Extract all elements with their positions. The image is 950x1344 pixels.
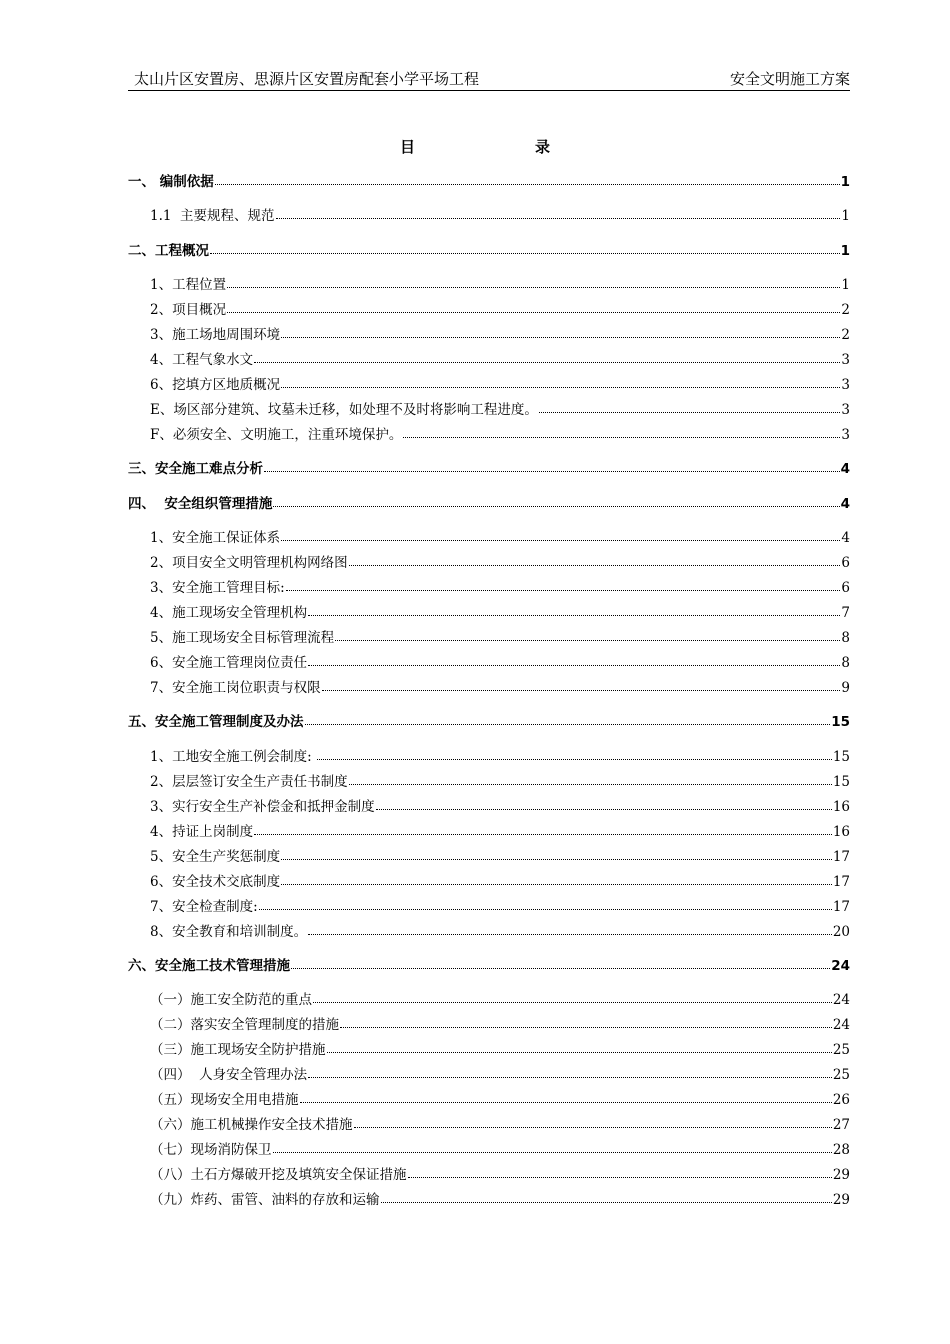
toc-section-entry[interactable] [128,170,850,190]
toc-entry-page-number: 27 [832,1117,850,1133]
toc-dot-leader [264,470,840,472]
toc-subsection-entry[interactable] [128,323,850,343]
toc-dot-leader [215,183,840,185]
toc-entry-page-number: 3 [841,427,850,443]
toc-entry-page-number: 25 [832,1042,850,1058]
toc-entry-page-number: 4 [841,530,850,546]
toc-dot-leader [354,1126,832,1128]
toc-entry-page-number: 29 [832,1192,850,1208]
toc-subsection-entry[interactable] [128,626,850,646]
toc-subsection-entry[interactable] [128,1013,850,1033]
toc-section-entry[interactable] [128,457,850,477]
toc-entry-label: 五、安全施工管理制度及办法 [128,714,304,730]
toc-subsection-entry[interactable] [128,204,850,224]
toc-dot-leader [539,411,841,413]
toc-dot-leader [273,505,839,507]
toc-dot-leader [317,758,832,760]
toc-dot-leader [322,689,841,691]
toc-entry-label: 3、安全施工管理目标: [150,580,285,596]
toc-subsection-entry[interactable] [128,298,850,318]
toc-entry-label: F、必须安全、文明施工，注重环境保护。 [150,427,403,443]
toc-entry-page-number: 1 [840,243,850,259]
toc-entry-page-number: 15 [832,749,850,765]
toc-entry-label: 二、工程概况 [128,243,209,259]
toc-subsection-entry[interactable] [128,745,850,765]
toc-entry-label: 7、安全施工岗位职责与权限 [150,680,321,696]
toc-entry-label: 4、持证上岗制度 [150,824,254,840]
toc-subsection-entry[interactable] [128,526,850,546]
toc-heading [0,136,950,157]
toc-dot-leader [403,436,840,438]
toc-entry-label: 2、项目概况 [150,302,227,318]
toc-entry-label: E、场区部分建筑、坟墓未迁移，如处理不及时将影响工程进度。 [150,402,538,418]
toc-subsection-entry[interactable] [128,1188,850,1208]
toc-dot-leader [308,664,840,666]
toc-dot-leader [349,564,841,566]
toc-entry-label: （八）土石方爆破开挖及填筑安全保证措施 [150,1167,407,1183]
toc-entry-page-number: 6 [841,580,850,596]
toc-entry-label: （二）落实安全管理制度的措施 [150,1017,339,1033]
toc-dot-leader [300,1101,832,1103]
toc-entry-label: 6、安全技术交底制度 [150,874,281,890]
toc-entry-page-number: 28 [832,1142,850,1158]
toc-entry-label: 2、项目安全文明管理机构网络图 [150,555,348,571]
toc-entry-page-number: 8 [841,630,850,646]
toc-entry-label: 3、实行安全生产补偿金和抵押金制度 [150,799,375,815]
toc-entry-label: 6、安全施工管理岗位责任 [150,655,308,671]
toc-dot-leader [227,286,840,288]
toc-dot-leader [281,858,832,860]
toc-entry-label: （一）施工安全防范的重点 [150,992,312,1008]
toc-entry-page-number: 20 [832,924,850,940]
toc-subsection-entry[interactable] [128,1038,850,1058]
toc-entry-label: 六、安全施工技术管理措施 [128,958,290,974]
toc-section-entry[interactable] [128,710,850,730]
toc-entry-page-number: 4 [840,496,850,512]
toc-entry-label: 3、施工场地周围环境 [150,327,281,343]
toc-dot-leader [308,614,840,616]
toc-entry-label: 2、层层签订安全生产责任书制度 [150,774,348,790]
toc-entry-label: 三、安全施工难点分析 [128,461,263,477]
toc-dot-leader [273,1151,832,1153]
toc-dot-leader [281,539,840,541]
toc-subsection-entry[interactable] [128,820,850,840]
toc-section-entry[interactable] [128,954,850,974]
toc-entry-page-number: 3 [841,352,850,368]
toc-subsection-entry[interactable] [128,651,850,671]
toc-dot-leader [305,723,831,725]
toc-subsection-entry[interactable] [128,1113,850,1133]
toc-entry-page-number: 6 [841,555,850,571]
toc-entry-label: 1、工地安全施工例会制度: [150,749,316,765]
toc-dot-leader [340,1026,832,1028]
toc-subsection-entry[interactable] [128,676,850,696]
toc-subsection-entry[interactable] [128,870,850,890]
toc-entry-page-number: 7 [841,605,850,621]
toc-entry-label: （六）施工机械操作安全技术措施 [150,1117,353,1133]
toc-dot-leader [227,311,840,313]
toc-dot-leader [281,336,840,338]
toc-entry-label: 4、施工现场安全管理机构 [150,605,308,621]
toc-section-entry[interactable] [128,492,850,512]
toc-entry-label: 5、施工现场安全目标管理流程 [150,630,335,646]
toc-dot-leader [335,639,840,641]
toc-entry-label: （三）施工现场安全防护措施 [150,1042,326,1058]
toc-entry-page-number: 24 [832,1017,850,1033]
toc-dot-leader [376,808,832,810]
toc-dot-leader [276,217,841,219]
toc-entry-label: 一、 编制依据 [128,174,214,190]
toc-dot-leader [281,883,832,885]
toc-subsection-entry[interactable] [128,1138,850,1158]
toc-entry-page-number: 8 [841,655,850,671]
toc-entry-page-number: 3 [841,402,850,418]
toc-subsection-entry[interactable] [128,551,850,571]
toc-dot-leader [327,1051,832,1053]
toc-entry-label: 1、工程位置 [150,277,227,293]
toc-dot-leader [254,361,840,363]
toc-subsection-entry[interactable] [128,1088,850,1108]
toc-dot-leader [259,908,832,910]
toc-dot-leader [308,933,832,935]
toc-subsection-entry[interactable] [128,920,850,940]
toc-dot-leader [349,783,832,785]
toc-entry-page-number: 17 [832,899,850,915]
toc-entry-label: （九）炸药、雷管、油料的存放和运输 [150,1192,380,1208]
toc-subsection-entry[interactable] [128,770,850,790]
toc-subsection-entry[interactable] [128,601,850,621]
toc-entry-page-number: 16 [832,799,850,815]
toc-subsection-entry[interactable] [128,795,850,815]
toc-entry-label: 1.1 主要规程、规范 [150,208,275,224]
toc-entry-label: （七）现场消防保卫 [150,1142,272,1158]
toc-subsection-entry[interactable] [128,273,850,293]
toc-subsection-entry[interactable] [128,895,850,915]
toc-entry-page-number: 1 [841,208,850,224]
toc-entry-page-number: 1 [840,174,850,190]
toc-entry-label: 四、 安全组织管理措施 [128,496,273,512]
toc-entry-label: 7、安全检查制度: [150,899,258,915]
toc-dot-leader [254,833,832,835]
toc-entry-page-number: 16 [832,824,850,840]
toc-subsection-entry[interactable] [128,348,850,368]
toc-entry-label: （五）现场安全用电措施 [150,1092,299,1108]
toc-entry-page-number: 29 [832,1167,850,1183]
toc-dot-leader [308,1076,832,1078]
toc-section-entry[interactable] [128,239,850,259]
toc-entry-page-number: 2 [841,327,850,343]
toc-heading-char-2: 录 [535,138,551,156]
toc-entry-page-number: 9 [841,680,850,696]
header-project-title: 太山片区安置房、思源片区安置房配套小学平场工程 [134,70,480,88]
toc-subsection-entry[interactable] [128,398,850,418]
toc-dot-leader [281,386,840,388]
toc-subsection-entry[interactable] [128,1163,850,1183]
toc-entry-page-number: 17 [832,874,850,890]
toc-dot-leader [408,1176,832,1178]
toc-subsection-entry[interactable] [128,988,850,1008]
toc-dot-leader [286,589,841,591]
toc-entry-page-number: 3 [841,377,850,393]
toc-subsection-entry[interactable] [128,845,850,865]
toc-entry-page-number: 15 [832,774,850,790]
toc-entry-label: 5、安全生产奖惩制度 [150,849,281,865]
header-document-title: 安全文明施工方案 [729,70,850,88]
toc-entry-label: 4、工程气象水文 [150,352,254,368]
toc-dot-leader [381,1201,832,1203]
toc-entry-page-number: 24 [832,992,850,1008]
toc-entry-label: 8、安全教育和培训制度。 [150,924,308,940]
toc-dot-leader [210,252,840,254]
toc-entry-page-number: 4 [840,461,850,477]
toc-entry-page-number: 24 [831,958,850,974]
toc-entry-page-number: 17 [832,849,850,865]
toc-dot-leader [291,967,830,969]
toc-entry-label: 6、挖填方区地质概况 [150,377,281,393]
toc-entry-page-number: 1 [841,277,850,293]
toc-heading-char-1: 目 [399,138,415,156]
page-header [128,68,850,91]
toc-entry-page-number: 26 [832,1092,850,1108]
toc-subsection-entry[interactable] [128,373,850,393]
toc-entry-page-number: 25 [832,1067,850,1083]
toc-dot-leader [313,1001,832,1003]
toc-entry-page-number: 15 [831,714,850,730]
toc-subsection-entry[interactable] [128,423,850,443]
toc-subsection-entry[interactable] [128,576,850,596]
toc-entry-label: 1、安全施工保证体系 [150,530,281,546]
toc-subsection-entry[interactable] [128,1063,850,1083]
toc-entry-label: （四） 人身安全管理办法 [150,1067,308,1083]
toc-entry-page-number: 2 [841,302,850,318]
